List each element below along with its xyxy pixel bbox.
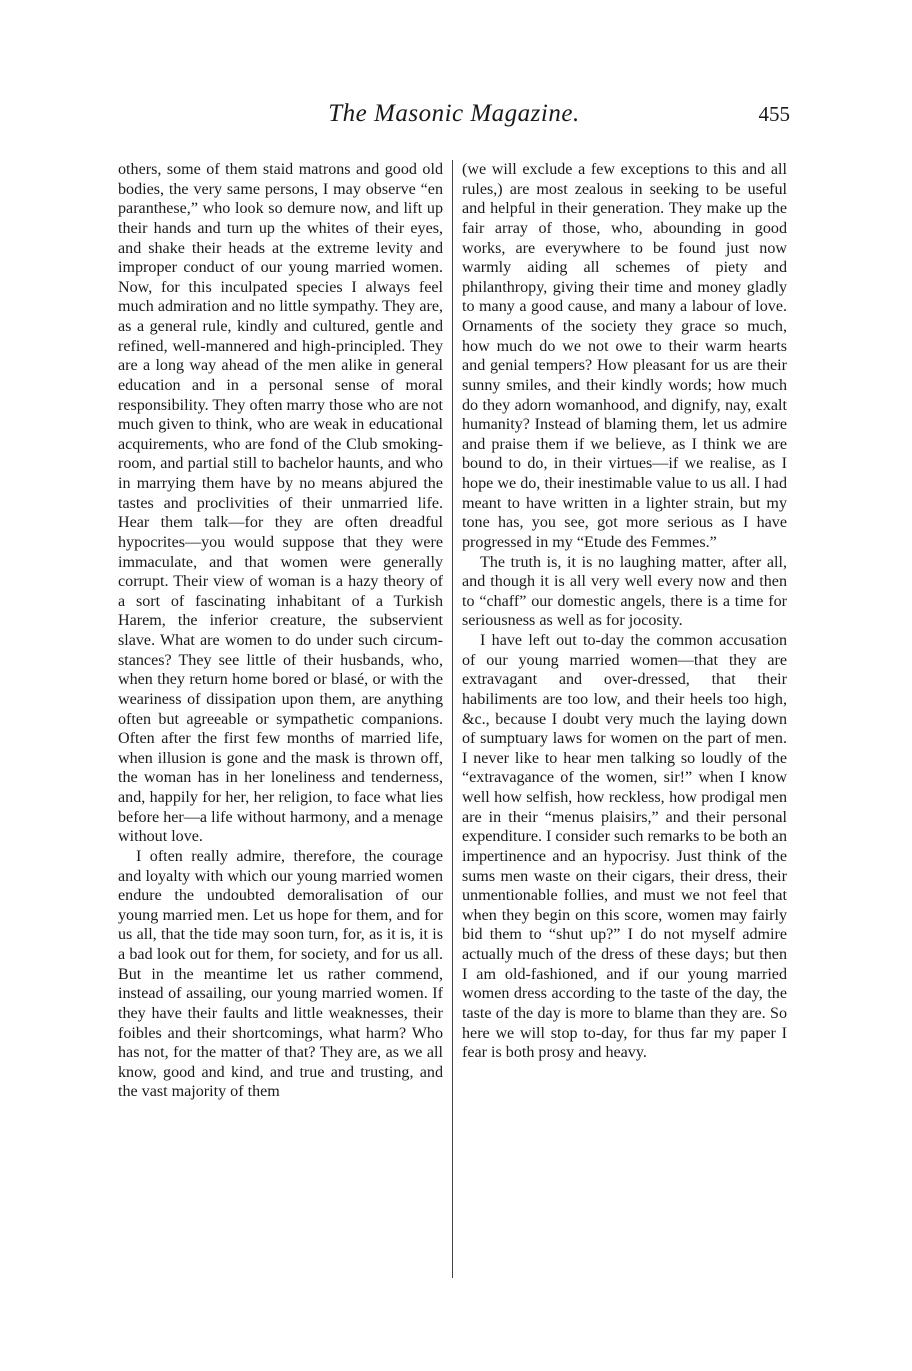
paragraph: others, some of them staid matrons and good old bodies, the very same persons, I may observe “en paranthese,” who look so demure now, and lift up their hands and turn up the whites of their eyes, and shake their heads at the extreme levity and improper conduct of our young married women. Now, for this inculpated species I always feel much admiration and no little sympathy. They are, as a general rule, kindly and cultured, gentle and refined, well-mannered and high-principled. They are a long way ahead of the men alike in general education and in a personal sense of moral responsibility. They often marry those who are not much given to think, who are weak in educational acquirements, who are fond of the Club smoking-room, and partial still to bachelor haunts, and who in marrying them have by no means abjured the tastes and proclivities of their unmarried life. Hear them talk—for they are often dreadful hypocrites—you would suppose that they were immaculate, and that women were generally corrupt. Their view of woman is a hazy theory of a sort of fascinating inhabitant of a Turkish Harem, the inferior creature, the subservient slave. What are women to do under such circumstances? They see little of their husbands, who, when they return home bored or blasé, or with the weariness of dissipation upon them, are anything often but agreeable or sympathetic companions. Often after the first few months of married life, when illusion is gone and the mask is thrown off, the woman has in her loneliness and tenderness, and, happily for her, her religion, to face what lies before her—a life without harmony, and a menage without love.: [118, 161, 443, 846]
paragraph: (we will exclude a few exceptions to this and all rules,) are most zealous in seeking to be useful and helpful in their generation. They make up the fair array of those, who, abounding in good works, are everywhere to be found just now warmly aiding all schemes of piety and philanthropy, giving their time and money gladly to many a good cause, and many a labour of love. Ornaments of the society they grace so much, how much do we not owe to their warm hearts and genial tempers? How pleasant for us are their sunny smiles, and their kindly words; how much do they adorn womanhood, and dignify, nay, exalt humanity? Instead of blaming them, let us admire and praise them if we believe, as I think we are bound to do, in their virtues—if we realise, as I hope we do, their inestimable value to us all. I had meant to have written in a lighter strain, but my tone has, you see, got more serious as I have progressed in my “Etude des Femmes.”: [462, 161, 787, 551]
paragraph: I have left out to-day the common accusation of our young married women—that they are extravagant and over-dressed, that their habiliments are too low, and their heels too high, &c., because I doubt very much the laying down of sumptuary laws for women on the part of men. I never like to hear men talking so loudly of the “extravagance of the women, sir!” when I know well how selfish, how reckless, how prodigal men are in their “menus plaisirs,” and their personal expenditure. I consider such remarks to be both an impertinence and an hypocrisy. Just think of the sums men waste on their cigars, their dress, their unmentionable follies, and must we not feel that when they begin on this score, women may fairly bid them to “shut up?” I do not myself admire actually much of the dress of these days; but then I am old-fashioned, and if our young married women dress according to the taste of the day, the taste of the day is more to blame than they are. So here we will stop to-day, for thus far my paper I fear is both prosy and heavy.: [462, 632, 787, 1062]
left-column: [118, 160, 443, 1102]
column-divider: [452, 160, 453, 1278]
paragraph: I often really admire, therefore, the courage and loyalty with which our young married women endure the undoubted demoralisation of our young married men. Let us hope for them, and for us all, that the tide may soon turn, for, as it is, it is a bad look out for them, for society, and for us all. But in the meantime let us rather commend, instead of assailing, our young married women. If they have their faults and little weaknesses, their foibles and their shortcomings, what harm? Who has not, for the matter of that? They are, as we all know, good and kind, and true and trusting, and the vast majority of them: [118, 847, 443, 1101]
right-column: [462, 160, 787, 1063]
running-title: The Masonic Magazine.: [328, 100, 580, 127]
page-header: [118, 100, 790, 136]
page-number: 455: [758, 102, 790, 126]
paragraph: The truth is, it is no laughing matter, after all, and though it is all very well every now and then to “chaff” our domestic angels, there is a time for seriousness as well as for jocosity.: [462, 553, 787, 630]
